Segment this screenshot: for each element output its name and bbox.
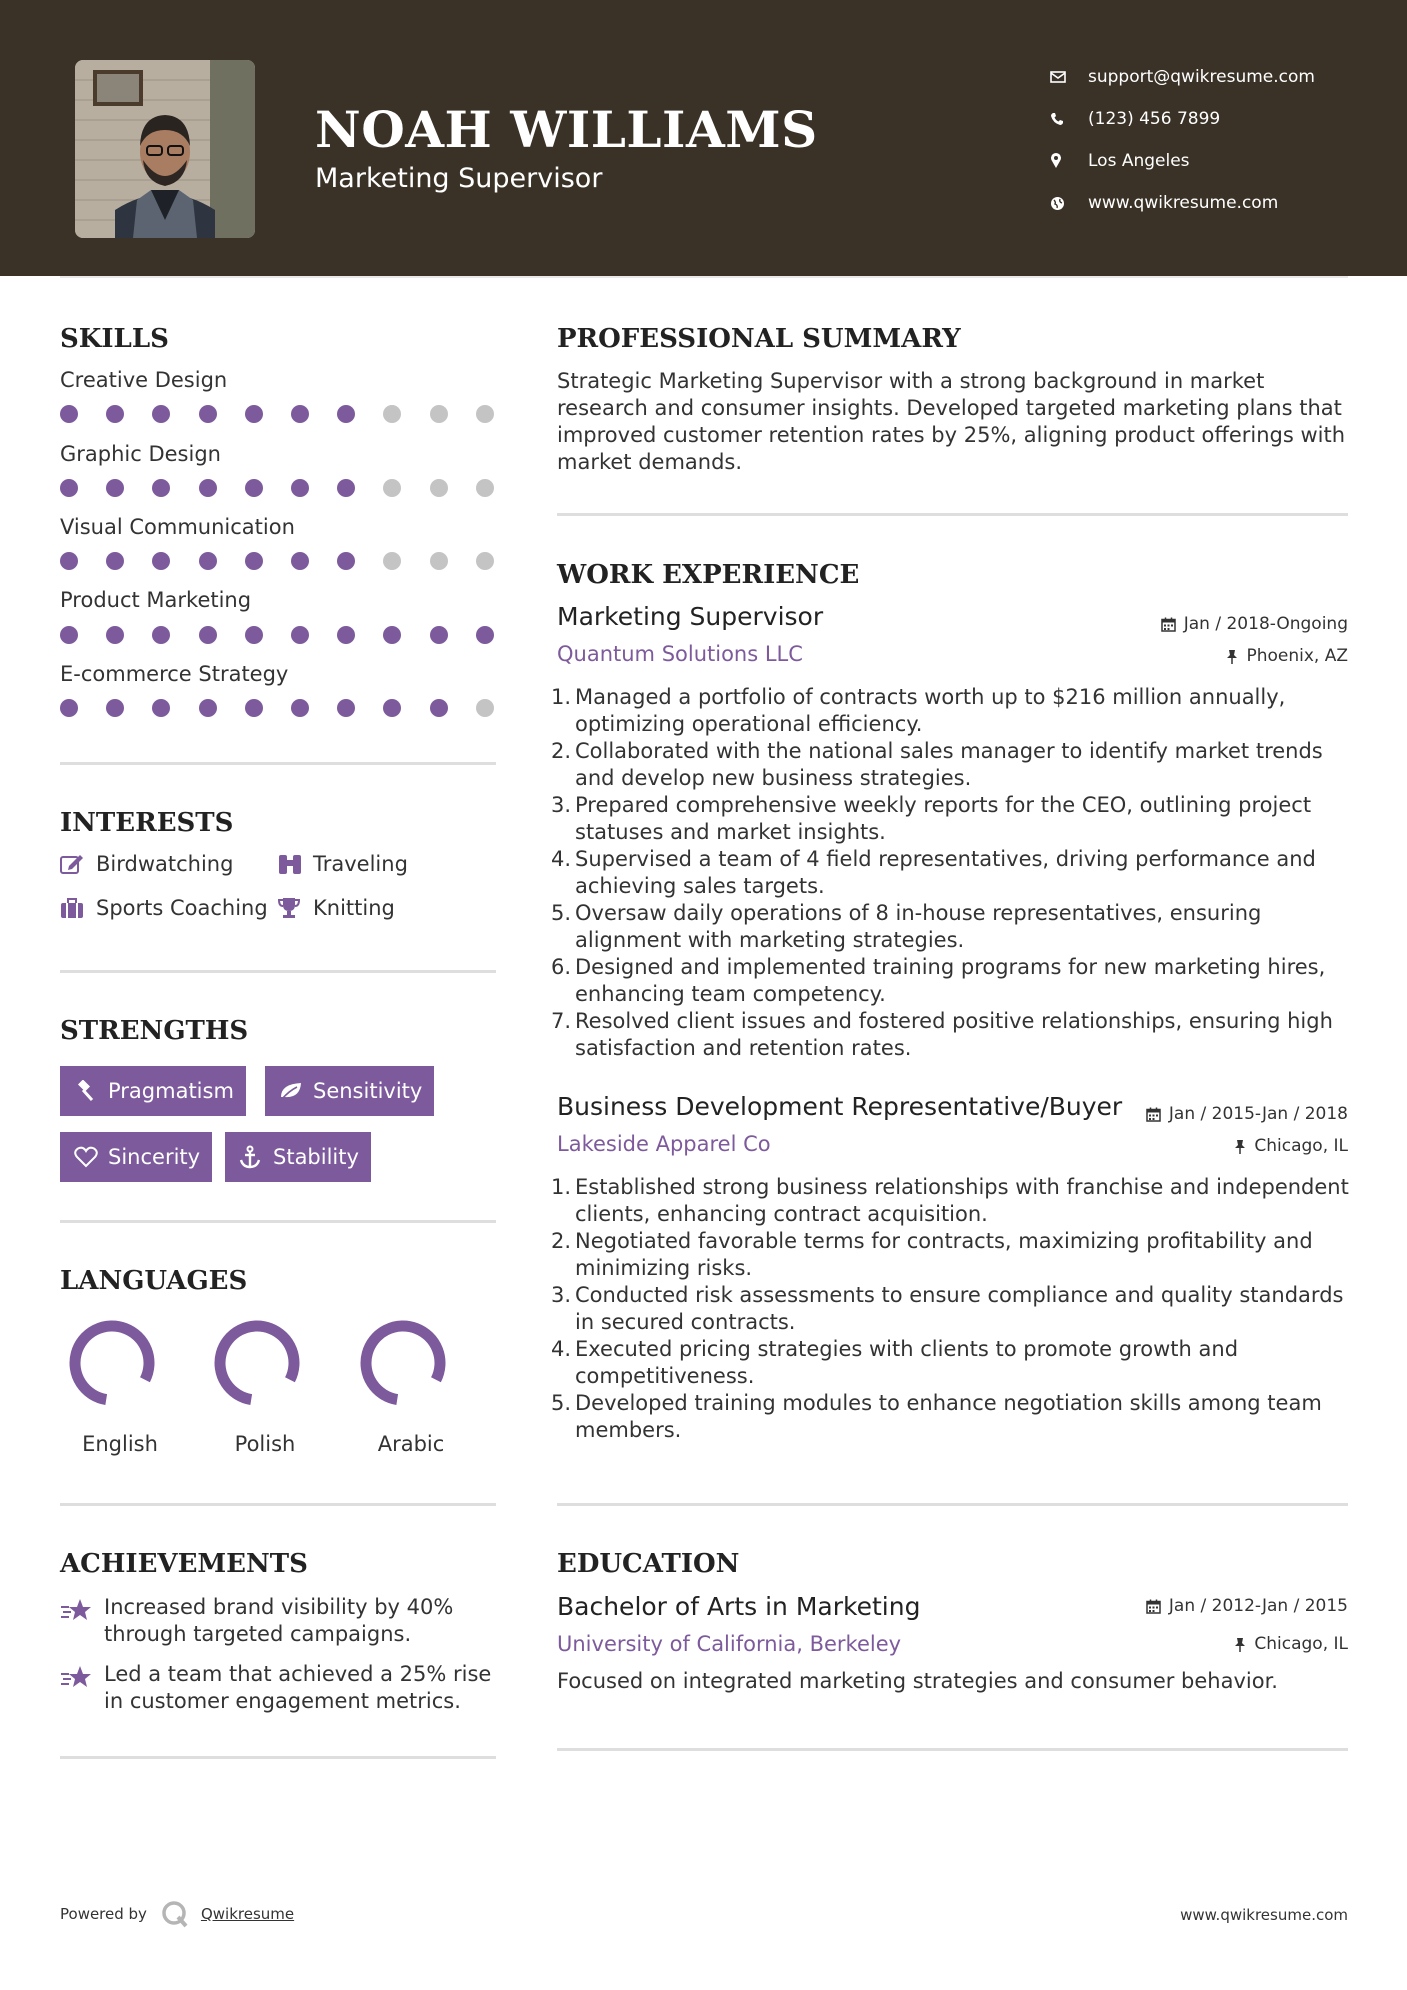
skill-dot-filled	[291, 552, 309, 570]
skill-dot-filled	[337, 626, 355, 644]
languages-heading: LANGUAGES	[60, 1266, 248, 1296]
gavel-icon	[74, 1080, 108, 1102]
skill-dot-filled	[337, 699, 355, 717]
skill-dot-empty	[430, 405, 448, 423]
section-divider	[60, 970, 496, 973]
company-name: Lakeside Apparel Co	[557, 1132, 771, 1156]
job-location: Phoenix, AZ	[1226, 646, 1348, 666]
binoculars-icon	[277, 853, 313, 875]
interest-item: Knitting	[277, 896, 395, 920]
contact-website[interactable]: www.qwikresume.com	[1050, 182, 1315, 224]
pushpin-icon	[1234, 1139, 1246, 1154]
section-divider	[557, 1748, 1348, 1751]
skill-dot-filled	[199, 552, 217, 570]
skill-dot-filled	[199, 699, 217, 717]
powered-by: Powered by Qwikresume	[60, 1900, 294, 1928]
section-divider	[60, 1220, 496, 1223]
skill-dot-empty	[430, 552, 448, 570]
school-name: University of California, Berkeley	[557, 1632, 902, 1656]
globe-icon	[1050, 196, 1088, 211]
skill-dot-filled	[152, 626, 170, 644]
pushpin-icon	[1226, 649, 1238, 664]
footer-website[interactable]: www.qwikresume.com	[1180, 1906, 1348, 1924]
achievement-item: Increased brand visibility by 40% through targeted campaigns.	[60, 1594, 500, 1648]
list-item: 3. Prepared comprehensive weekly reports for the CEO, outlining project statuses and market insights.	[551, 793, 1312, 844]
skill-dot-filled	[337, 405, 355, 423]
phone-icon	[1050, 112, 1088, 126]
shooting-star-icon	[60, 1661, 104, 1715]
job-bullets	[551, 1174, 1352, 1444]
skill-dot-filled	[60, 552, 78, 570]
summary-heading: PROFESSIONAL SUMMARY	[557, 324, 961, 354]
achievement-item: Led a team that achieved a 25% rise in customer engagement metrics.	[60, 1661, 500, 1715]
candidate-name: NOAH WILLIAMS	[315, 100, 818, 159]
contact-list	[1050, 56, 1315, 224]
candidate-title: Marketing Supervisor	[315, 163, 603, 194]
section-divider	[557, 513, 1348, 516]
education-dates: Jan / 2012-Jan / 2015	[1146, 1596, 1348, 1616]
skill-dot-filled	[106, 626, 124, 644]
list-item: 5. Developed training modules to enhance negotiation skills among team members.	[551, 1391, 1322, 1442]
strength-tag: Sensitivity	[265, 1066, 434, 1116]
skill-label: Product Marketing	[60, 588, 252, 612]
skill-dot-filled	[152, 405, 170, 423]
language-label: English	[82, 1432, 158, 1456]
experience-heading: WORK EXPERIENCE	[557, 560, 860, 590]
skill-dot-filled	[106, 405, 124, 423]
list-item: 1. Established strong business relationships with franchise and independent clients, enhancing contract acquisition.	[551, 1175, 1349, 1226]
skill-dot-empty	[476, 552, 494, 570]
interest-item: Sports Coaching	[60, 896, 268, 920]
interest-item: Traveling	[277, 852, 408, 876]
shooting-star-icon	[60, 1594, 104, 1648]
language-ring-arc	[75, 1326, 149, 1400]
skill-dot-empty	[476, 479, 494, 497]
header-divider	[60, 276, 1348, 278]
list-item: 2. Negotiated favorable terms for contracts, maximizing profitability and minimizing risks.	[551, 1229, 1313, 1280]
list-item: 4. Supervised a team of 4 field representatives, driving performance and achieving sales targets.	[551, 847, 1316, 898]
strength-tag: Sincerity	[60, 1132, 212, 1182]
skill-rating	[60, 698, 496, 718]
skill-dot-filled	[199, 626, 217, 644]
contact-email[interactable]: support@qwikresume.com	[1050, 56, 1315, 98]
skill-dot-filled	[430, 626, 448, 644]
skill-dot-filled	[106, 552, 124, 570]
section-divider	[557, 1503, 1348, 1506]
skill-dot-filled	[60, 699, 78, 717]
skill-dot-filled	[199, 479, 217, 497]
skill-rating	[60, 551, 496, 571]
language-label: Polish	[234, 1432, 296, 1456]
resume-header	[0, 0, 1407, 276]
skill-dot-filled	[152, 699, 170, 717]
skill-dot-filled	[291, 405, 309, 423]
skill-dot-filled	[60, 405, 78, 423]
list-item: 5. Oversaw daily operations of 8 in-house representatives, ensuring alignment with marketing strategies.	[551, 901, 1262, 952]
profile-photo	[75, 60, 255, 238]
language-ring-arc	[366, 1326, 440, 1400]
skill-dot-filled	[245, 552, 263, 570]
language-ring-arc	[220, 1326, 294, 1400]
leaf-icon	[279, 1081, 313, 1101]
skill-dot-filled	[106, 479, 124, 497]
education-location: Chicago, IL	[1234, 1634, 1348, 1654]
job-dates: Jan / 2015-Jan / 2018	[1146, 1104, 1348, 1124]
skill-dot-filled	[337, 552, 355, 570]
skill-dot-filled	[60, 626, 78, 644]
contact-phone[interactable]: (123) 456 7899	[1050, 98, 1315, 140]
skill-label: Visual Communication	[60, 515, 295, 539]
trophy-icon	[277, 897, 313, 919]
contact-location: Los Angeles	[1050, 140, 1315, 182]
job-dates: Jan / 2018-Ongoing	[1161, 614, 1348, 634]
language-label: Arabic	[377, 1432, 445, 1456]
language-ring	[67, 1318, 157, 1408]
skill-dot-filled	[383, 626, 401, 644]
skill-dot-filled	[476, 626, 494, 644]
degree-title: Bachelor of Arts in Marketing	[557, 1592, 921, 1621]
skill-dot-empty	[476, 699, 494, 717]
job-title: Marketing Supervisor	[557, 602, 824, 631]
skill-label: E-commerce Strategy	[60, 662, 289, 686]
section-divider	[60, 1503, 496, 1506]
skill-dot-filled	[291, 626, 309, 644]
skill-dot-filled	[245, 479, 263, 497]
interests-heading: INTERESTS	[60, 808, 234, 838]
skill-dot-empty	[383, 479, 401, 497]
pushpin-icon	[1234, 1637, 1246, 1652]
skill-dot-empty	[476, 405, 494, 423]
interest-item: Birdwatching	[60, 852, 233, 876]
job-title: Business Development Representative/Buyer	[557, 1092, 1123, 1121]
skill-dot-filled	[245, 405, 263, 423]
skill-dot-filled	[383, 699, 401, 717]
summary-text: Strategic Marketing Supervisor with a strong background in market research and consumer insights. Developed targeted marketing plans that improved customer retention rates by 25%, aligning product offerings with market demands.	[557, 369, 1346, 474]
skill-dot-filled	[152, 552, 170, 570]
strength-tag: Pragmatism	[60, 1066, 246, 1116]
list-item: 6. Designed and implemented training programs for new marketing hires, enhancing team competency.	[551, 955, 1326, 1006]
skill-dot-filled	[291, 699, 309, 717]
skill-dot-filled	[245, 699, 263, 717]
list-item: 7. Resolved client issues and fostered positive relationships, ensuring high satisfaction and retention rates.	[551, 1009, 1333, 1060]
skill-dot-filled	[152, 479, 170, 497]
education-description: Focused on integrated marketing strategies and consumer behavior.	[557, 1669, 1278, 1693]
strengths-heading: STRENGTHS	[60, 1016, 249, 1046]
skill-label: Graphic Design	[60, 442, 221, 466]
section-divider	[60, 1756, 496, 1759]
skill-rating	[60, 404, 496, 424]
skill-rating	[60, 625, 496, 645]
heart-icon	[74, 1146, 108, 1168]
company-name: Quantum Solutions LLC	[557, 642, 803, 666]
skill-rating	[60, 478, 496, 498]
skills-heading: SKILLS	[60, 324, 169, 354]
skill-dot-filled	[245, 626, 263, 644]
map-pin-icon	[1050, 153, 1088, 169]
qwikresume-logo-icon	[161, 1900, 189, 1928]
language-ring	[212, 1318, 302, 1408]
job-bullets	[551, 684, 1352, 1062]
skill-dot-empty	[383, 552, 401, 570]
pencil-square-icon	[60, 853, 96, 875]
calendar-icon	[1146, 1107, 1161, 1122]
list-item: 4. Executed pricing strategies with clients to promote growth and competitiveness.	[551, 1337, 1239, 1388]
skill-dot-filled	[430, 699, 448, 717]
language-ring	[358, 1318, 448, 1408]
briefcase-icon	[60, 897, 96, 919]
education-heading: EDUCATION	[557, 1549, 740, 1579]
skill-dot-filled	[199, 405, 217, 423]
skill-dot-filled	[106, 699, 124, 717]
qwikresume-link[interactable]: Qwikresume	[200, 1905, 295, 1923]
skill-dot-filled	[291, 479, 309, 497]
anchor-icon	[239, 1145, 273, 1169]
list-item: 2. Collaborated with the national sales manager to identify market trends and develop new business strategies.	[551, 739, 1323, 790]
skill-label: Creative Design	[60, 368, 228, 392]
skill-dot-filled	[60, 479, 78, 497]
list-item: 1. Managed a portfolio of contracts worth up to $216 million annually, optimizing operational efficiency.	[551, 685, 1286, 736]
skill-dot-empty	[383, 405, 401, 423]
list-item: 3. Conducted risk assessments to ensure compliance and quality standards in secured contracts.	[551, 1283, 1344, 1334]
strength-tag: Stability	[225, 1132, 371, 1182]
calendar-icon	[1146, 1599, 1161, 1614]
skill-dot-filled	[337, 479, 355, 497]
section-divider	[60, 762, 496, 765]
achievements-heading: ACHIEVEMENTS	[60, 1549, 308, 1579]
skill-dot-empty	[430, 479, 448, 497]
job-location: Chicago, IL	[1234, 1136, 1348, 1156]
envelope-icon	[1050, 70, 1088, 84]
calendar-icon	[1161, 617, 1176, 632]
